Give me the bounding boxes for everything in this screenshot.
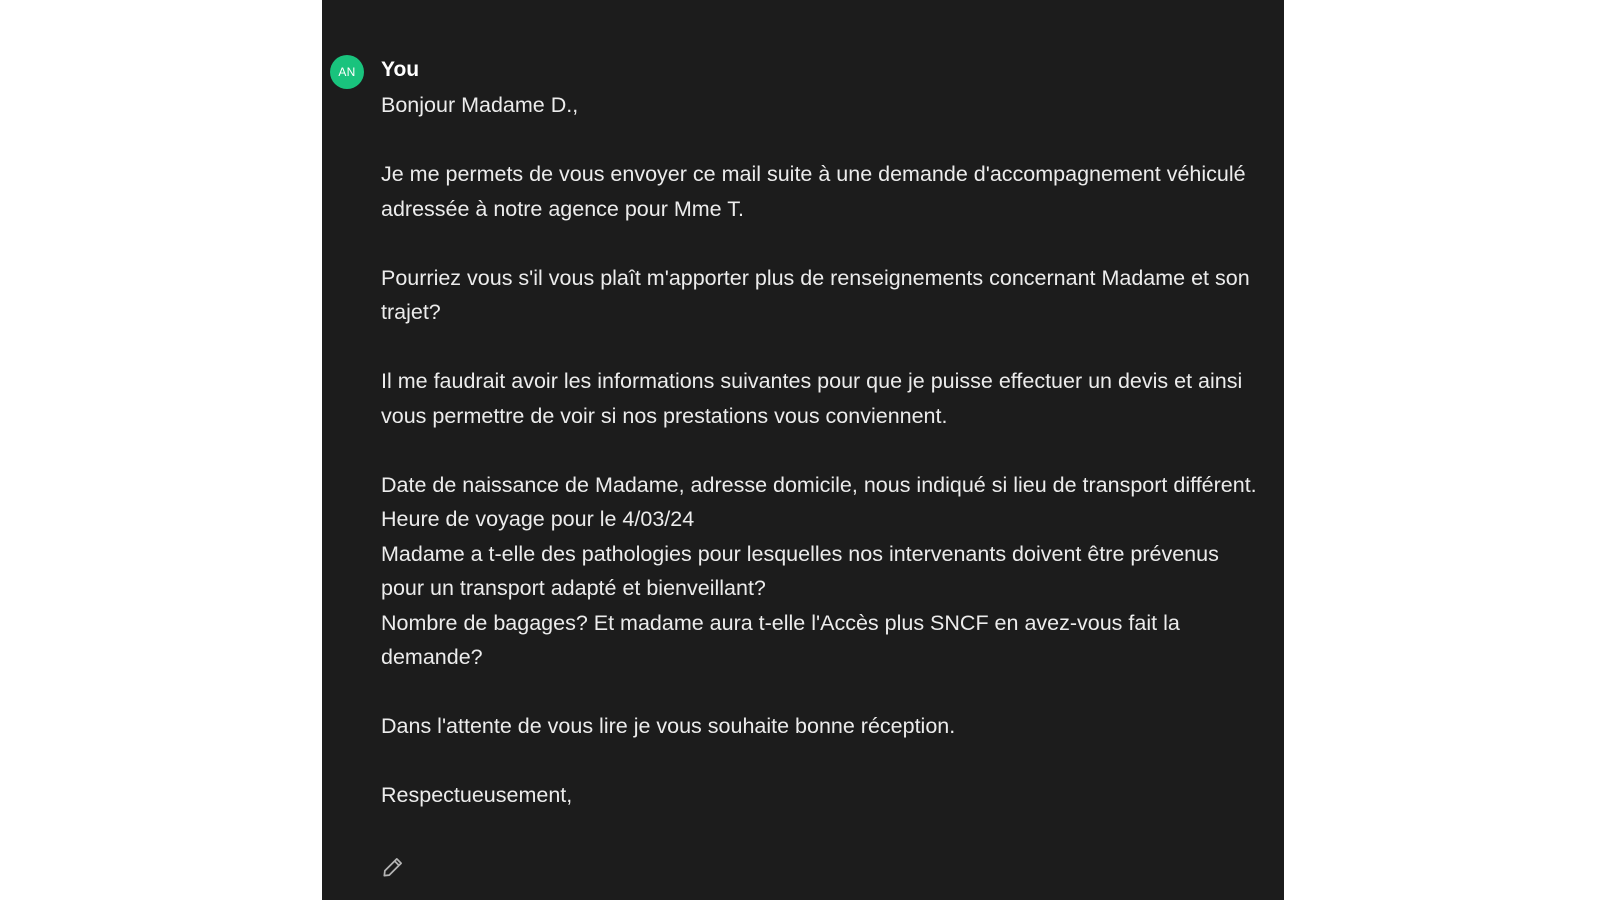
pencil-icon (380, 854, 406, 880)
blank-line (381, 123, 1261, 158)
edit-message-button[interactable] (380, 854, 406, 880)
blank-line (381, 226, 1261, 261)
blank-line (381, 330, 1261, 365)
message-line: Madame a t-elle des pathologies pour lesquelles nos intervenants doivent être prévenus pour un transport adapté et bienveillant? (381, 541, 1225, 600)
message-body (381, 88, 1261, 813)
message-line: Pourriez vous s'il vous plaît m'apporter plus de renseignements concernant Madame et son trajet? (381, 265, 1256, 324)
blank-line (381, 675, 1261, 710)
blank-line (381, 433, 1261, 468)
message-line: Bonjour Madame D., (381, 93, 579, 117)
blank-line (381, 744, 1261, 779)
message-line: Je me permets de vous envoyer ce mail suite à une demande d'accompagnement véhiculé adressée à notre agence pour Mme T. (381, 162, 1252, 221)
message-line: Dans l'attente de vous lire je vous souhaite bonne réception. (381, 714, 956, 738)
message-line: Date de naissance de Madame, adresse domicile, nous indiqué si lieu de transport différent. (381, 472, 1257, 497)
user-avatar: AN (330, 55, 364, 89)
message-author: You (381, 58, 420, 81)
message-line: Nombre de bagages? Et madame aura t-elle l'Accès plus SNCF en avez-vous fait la demande? (381, 610, 1186, 669)
message-line: Il me faudrait avoir les informations suivantes pour que je puisse effectuer un devis et ainsi vous permettre de voir si nos prestations vous conviennent. (381, 369, 1249, 428)
chat-panel (322, 0, 1284, 900)
message-line: Respectueusement, (381, 783, 573, 807)
message-line: Heure de voyage pour le 4/03/24 (381, 507, 695, 531)
